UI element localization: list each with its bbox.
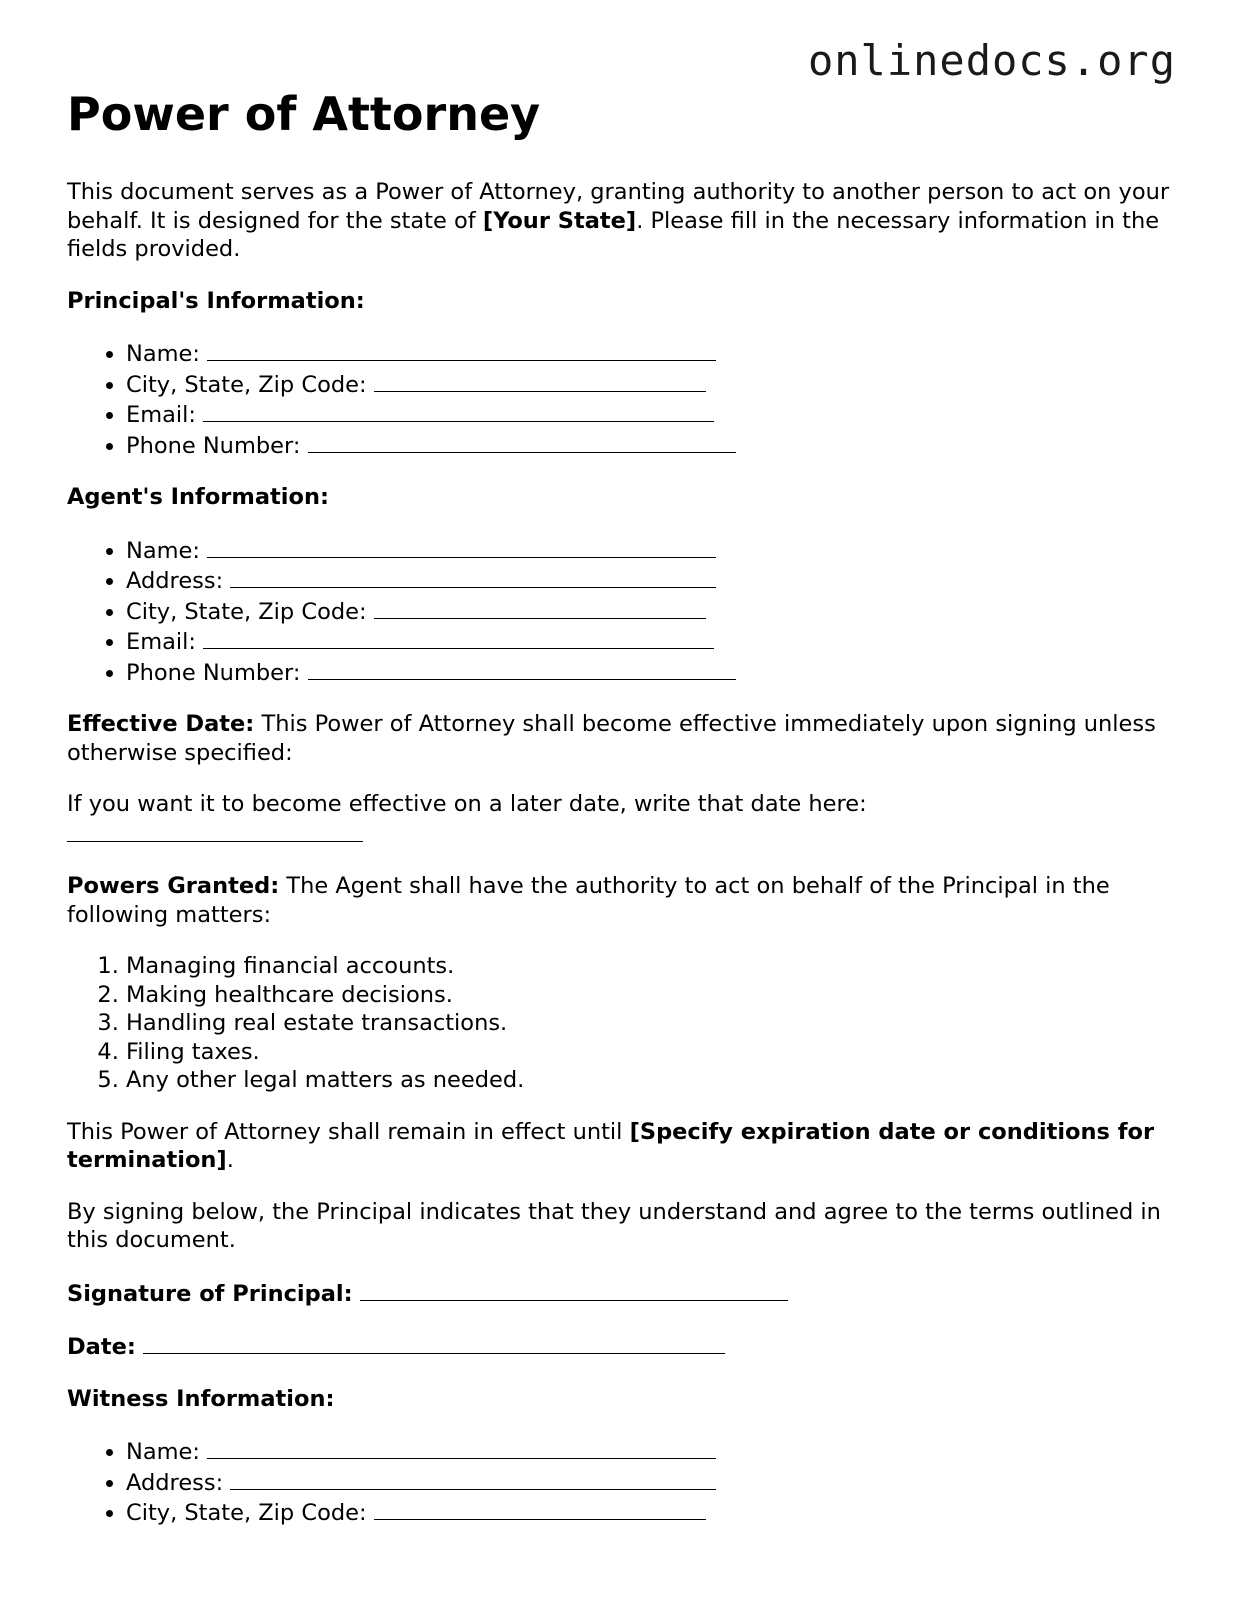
signature-label: Signature of Principal: — [67, 1280, 353, 1307]
powers-list — [67, 952, 1177, 1095]
principal-email-field: • Email: — [126, 399, 1177, 430]
list-item: 5. Any other legal matters as needed. — [126, 1066, 1177, 1095]
agent-phone-field: • Phone Number: — [126, 657, 1177, 688]
witness-city-field: • City, State, Zip Code: — [126, 1497, 1177, 1528]
watermark-logo: onlinedocs.org — [807, 36, 1176, 85]
agent-name-field: • Name: — [126, 535, 1177, 566]
agent-address-blank[interactable] — [230, 565, 716, 588]
date-label: Date: — [67, 1334, 136, 1360]
witness-heading: Witness Information: — [67, 1385, 335, 1412]
later-date-blank[interactable] — [67, 819, 363, 842]
document-title: Power of Attorney — [67, 87, 541, 141]
list-item: 3. Handling real estate transactions. — [126, 1009, 1177, 1038]
witness-fields — [67, 1436, 1177, 1528]
witness-name-blank[interactable] — [207, 1436, 716, 1459]
principal-email-blank[interactable] — [203, 399, 714, 422]
date-blank[interactable] — [143, 1331, 725, 1354]
agent-fields — [67, 535, 1177, 688]
agent-city-blank[interactable] — [374, 596, 706, 619]
list-item: 4. Filing taxes. — [126, 1038, 1177, 1067]
expiry-placeholder: [Specify expiration date or conditions for termination] — [67, 1118, 1155, 1173]
principal-phone-blank[interactable] — [308, 430, 736, 453]
signature-blank[interactable] — [360, 1278, 788, 1301]
principal-city-blank[interactable] — [374, 369, 706, 392]
agent-phone-blank[interactable] — [308, 657, 736, 680]
principal-fields — [67, 338, 1177, 460]
document-body — [67, 86, 1177, 1551]
intro-paragraph: This document serves as a Power of Attorney, granting authority to another person to act on your behalf. It is designed for the state of [Your State]. Please fill in the necessary information in the fields provided. — [67, 179, 1170, 262]
agreement-paragraph: By signing below, the Principal indicates that they understand and agree to the terms outlined in this document. — [67, 1198, 1161, 1253]
principal-city-field: • City, State, Zip Code: — [126, 369, 1177, 400]
list-item: 2. Making healthcare decisions. — [126, 981, 1177, 1010]
agent-email-field: • Email: — [126, 626, 1177, 657]
agent-name-blank[interactable] — [207, 535, 716, 558]
agent-email-blank[interactable] — [203, 626, 714, 649]
principal-phone-field: • Phone Number: — [126, 430, 1177, 461]
signature-line — [67, 1278, 1177, 1309]
principal-name-blank[interactable] — [207, 338, 716, 361]
later-date-paragraph: If you want it to become effective on a later date, write that date here: — [67, 790, 1177, 849]
agent-address-field: • Address: — [126, 565, 1177, 596]
agent-heading: Agent's Information: — [67, 484, 329, 510]
state-placeholder: [Your State] — [482, 207, 637, 234]
powers-paragraph: Powers Granted: The Agent shall have the authority to act on behalf of the Principal in the following matters: — [67, 873, 1110, 928]
effective-date-paragraph: Effective Date: This Power of Attorney shall become effective immediately upon signing unless otherwise specified: — [67, 711, 1156, 766]
witness-address-blank[interactable] — [230, 1467, 716, 1490]
powers-label: Powers Granted: — [67, 873, 280, 899]
agent-city-field: • City, State, Zip Code: — [126, 596, 1177, 627]
principal-heading: Principal's Information: — [67, 287, 365, 314]
witness-address-field: • Address: — [126, 1467, 1177, 1498]
effective-date-label: Effective Date: — [67, 711, 255, 737]
expiry-paragraph: This Power of Attorney shall remain in effect until [Specify expiration date or conditions for termination]. — [67, 1118, 1155, 1173]
principal-name-field: • Name: — [126, 338, 1177, 369]
date-line — [67, 1331, 1177, 1362]
list-item: 1. Managing financial accounts. — [126, 952, 1177, 981]
witness-city-blank[interactable] — [374, 1497, 706, 1520]
witness-name-field: • Name: — [126, 1436, 1177, 1467]
